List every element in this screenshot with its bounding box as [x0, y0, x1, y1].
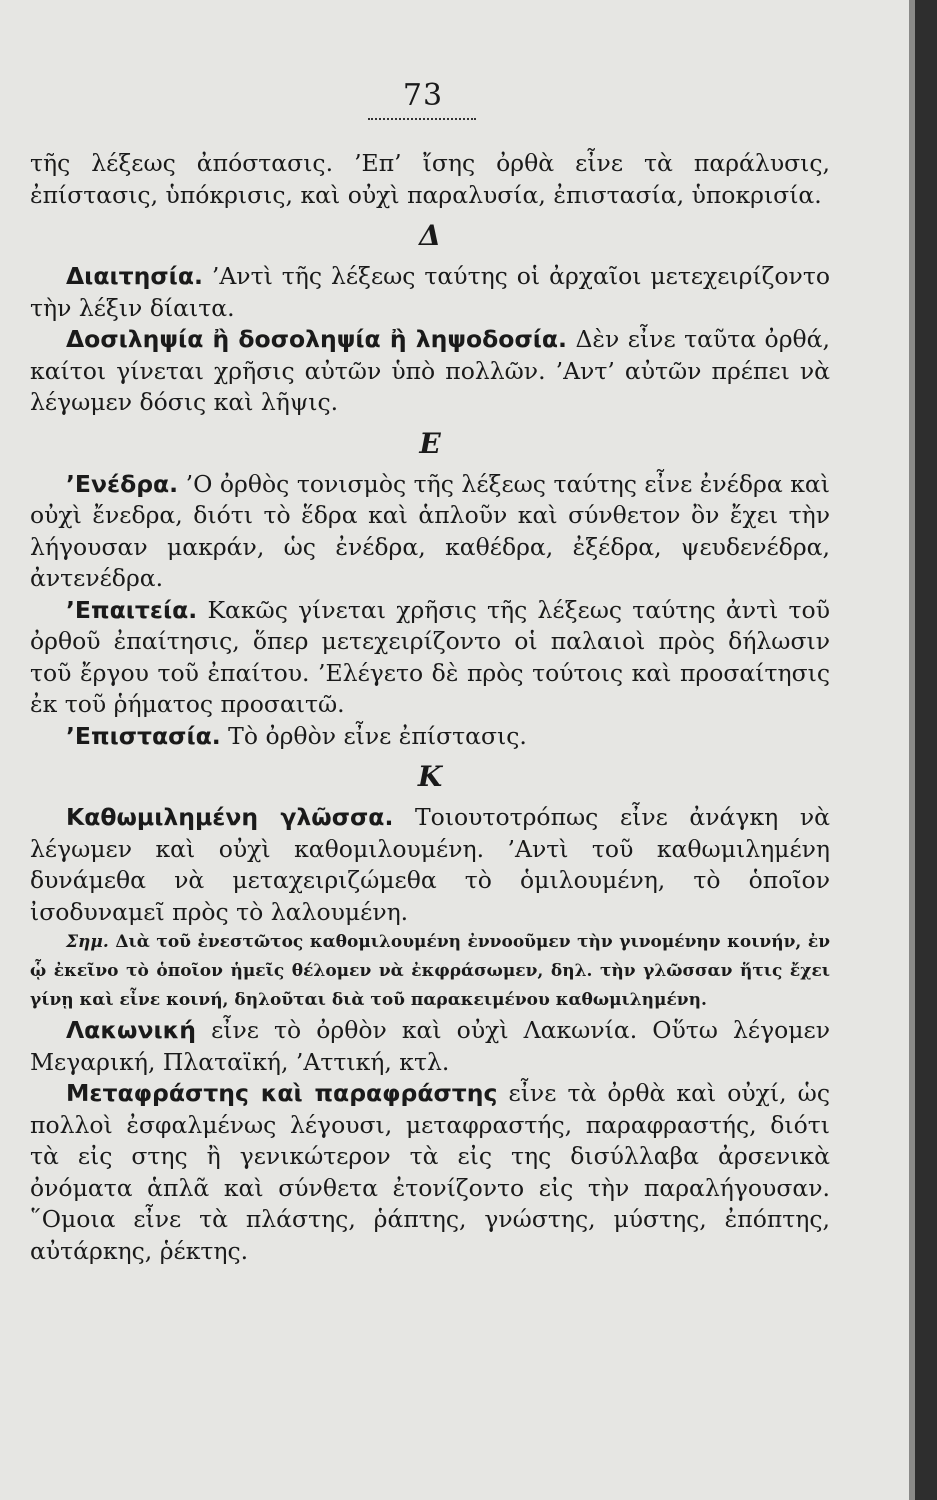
entry-body: εἶνε τὰ ὀρθὰ καὶ οὐχί, ὡς πολλοὶ ἐσφαλμένως λέγουσι, μεταφραστής, παραφραστής, διότι τὰ εἰς στης ἢ γενικώτερον τὰ εἰς της δισύλλαβα ἀρσενικὰ ὀνόματα ἁπλᾶ καὶ σύνθετα ἐτονίζοντο εἰς τὴν παραλήγουσαν. ῞Ομοια εἶνε τὰ πλάστης, ῥάπτης, γνώστης, μύστης, ἐπόπτης, αὐτάρκης, ῥέκτης.	[30, 1079, 830, 1265]
entry-head: Καθωμιλημένη γλῶσσα.	[66, 803, 394, 831]
entry-epistasia	[30, 721, 830, 753]
page-text	[30, 148, 830, 1267]
entry-diaitisia	[30, 261, 830, 324]
entry-epaiteia	[30, 595, 830, 721]
entry-head: Δοσιληψία ἢ δοσοληψία ἢ ληψοδοσία.	[66, 325, 567, 353]
continuation-paragraph: τῆς λέξεως ἀπόστασις. ’Επ’ ἴσης ὀρθὰ εἶνε τὰ παράλυσις, ἐπίστασις, ὑπόκρισις, καὶ οὐχὶ παραλυσία, ἐπιστασία, ὑποκρισία.	[30, 149, 830, 209]
entry-head: ’Ενέδρα.	[66, 469, 179, 498]
entry-body: Τὸ ὀρθὸν εἶνε ἐπίστασις.	[220, 721, 527, 750]
note-label: Σημ.	[66, 932, 109, 952]
entry-body: ’Ο ὀρθὸς τονισμὸς τῆς λέξεως ταύτης εἶνε ἐνέδρα καὶ οὐχὶ ἔνεδρα, διότι τὸ ἕδρα καὶ ἁπλοῦν καὶ σύνθετον ὂν ἔχει τὴν λήγουσαν μακράν, ὡς ἐνέδρα, καθέδρα, ἐξέδρα, ψευδενέδρα, ἀντενέδρα.	[30, 469, 830, 592]
entry-head: ’Επαιτεία.	[66, 595, 198, 624]
section-letter-kappa: Κ	[417, 760, 443, 793]
entry-dosilipsia	[30, 324, 830, 419]
section-letter-delta: Δ	[419, 219, 441, 252]
entry-kathomilimeni	[30, 802, 830, 928]
entry-enedra	[30, 469, 830, 595]
page-number: 73	[402, 78, 444, 113]
page-edge-binding	[915, 0, 937, 1500]
note-text: Διὰ τοῦ ἐνεστῶτος καθομιλουμένη ἐννοοῦμεν τὴν γινομένην κοινήν, ἐν ᾧ ἐκεῖνο τὸ ὁποῖον ἡμεῖς θέλομεν νὰ ἐκφράσωμεν, δηλ. τὴν γλῶσσαν ἥτις ἔχει γίνῃ καὶ εἶνε κοινή, δηλοῦται διὰ τοῦ παρακειμένου καθωμιλημένη.	[30, 932, 830, 1010]
entry-body: εἶνε τὸ ὀρθὸν καὶ οὐχὶ Λακωνία. Οὕτω λέγομεν Μεγαρική, Πλαταϊκή, ’Αττική, κτλ.	[30, 1016, 830, 1076]
footnote-note	[30, 928, 830, 1015]
entry-head: ’Επιστασία.	[66, 721, 221, 750]
page-number-ornament	[368, 112, 476, 120]
entry-body: Δὲν εἶνε ταῦτα ὀρθά, καίτοι γίνεται χρῆσις αὐτῶν ὑπὸ πολλῶν. ’Αντ’ αὐτῶν πρέπει νὰ λέγωμεν δόσις καὶ λῆψις.	[30, 325, 831, 416]
entry-head: Διαιτησία.	[66, 262, 203, 290]
section-letter-epsilon: Ε	[419, 426, 441, 460]
entry-head: Λακωνική	[66, 1016, 197, 1044]
entry-head: Μεταφράστης καὶ παραφράστης	[66, 1079, 498, 1107]
entry-body: Τοιουτοτρόπως εἶνε ἀνάγκη νὰ λέγωμεν καὶ οὐχὶ καθομιλουμένη. ’Αντὶ τοῦ καθωμιλημένη δυνάμεθα νὰ μεταχειριζώμεθα τὸ ὁμιλουμένη, τὸ ὁποῖον ἰσοδυναμεῖ πρὸς τὸ λαλουμένη.	[30, 803, 831, 926]
entry-body: ’Αντὶ τῆς λέξεως ταύτης οἱ ἀρχαῖοι μετεχειρίζοντο τὴν λέξιν δίαιτα.	[30, 262, 830, 322]
entry-body: Κακῶς γίνεται χρῆσις τῆς λέξεως ταύτης ἀντὶ τοῦ ὀρθοῦ ἐπαίτησις, ὅπερ μετεχειρίζοντο οἱ παλαιοὶ πρὸς δήλωσιν τοῦ ἔργου τοῦ ἐπαίτου. ’Ελέγετο δὲ πρὸς τούτοις καὶ προσαίτησις ἐκ τοῦ ῥήματος προσαιτῶ.	[30, 595, 830, 718]
entry-lakoniki	[30, 1015, 830, 1078]
entry-metafrastis	[30, 1078, 830, 1267]
